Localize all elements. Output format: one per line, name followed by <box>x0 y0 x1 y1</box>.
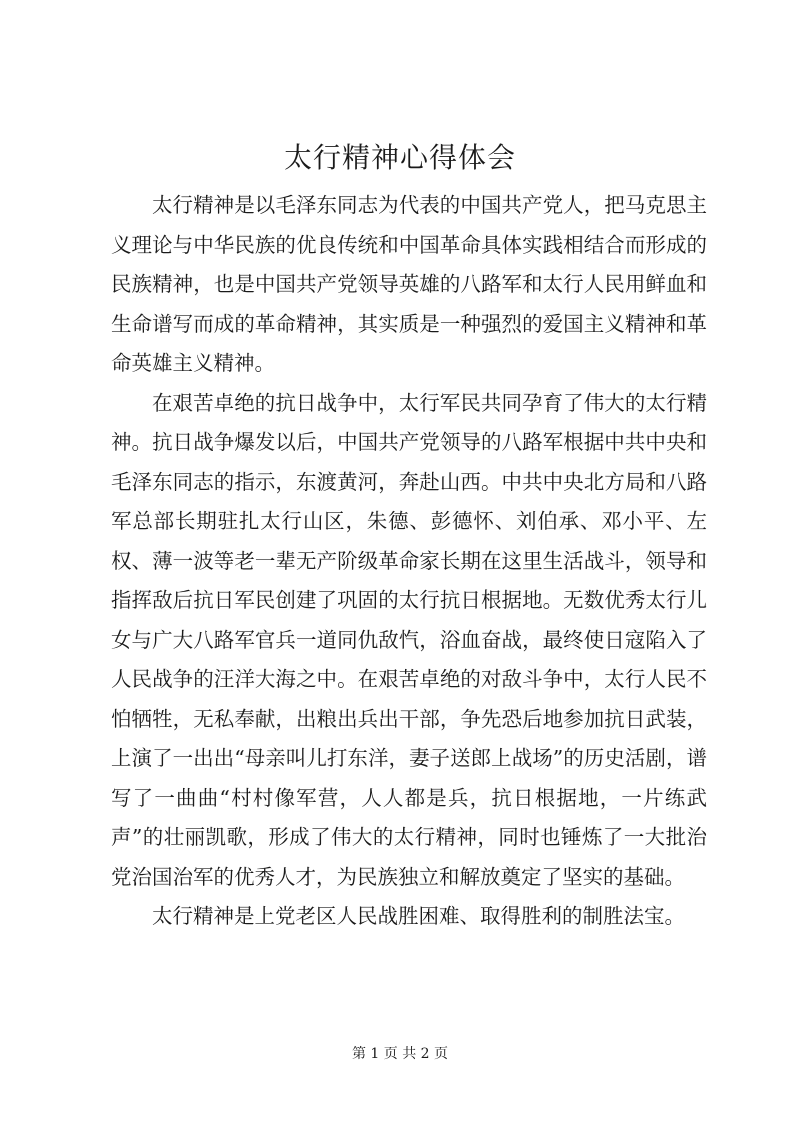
paragraph-1: 太行精神是以毛泽东同志为代表的中国共产党人，把马克思主义理论与中华民族的优良传统和中国革命具体实践相结合而形成的民族精神，也是中国共产党领导英雄的八路军和太行人民用鲜血和生命谱写而成的革命精神，其实质是一种强烈的爱国主义精神和革命英雄主义精神。 <box>111 193 707 375</box>
paragraph-2: 在艰苦卓绝的抗日战争中，太行军民共同孕育了伟大的太行精神。抗日战争爆发以后，中国共产党领导的八路军根据中共中央和毛泽东同志的指示，东渡黄河，奔赴山西。中共中央北方局和八路军总部长期驻扎太行山区，朱德、彭德怀、刘伯承、邓小平、左权、薄一波等老一辈无产阶级革命家长期在这里生活战斗，领导和指挥敌后抗日军民创建了巩固的太行抗日根据地。无数优秀太行儿女与广大八路军官兵一道同仇敌忾，浴血奋战，最终使日寇陷入了人民战争的汪洋大海之中。在艰苦卓绝的对敌斗争中，太行人民不怕牺牲，无私奉献，出粮出兵出干部，争先恐后地参加抗日武装，上演了一出出“母亲叫儿打东洋，妻子送郎上战场”的历史活剧，谱写了一曲曲“村村像军营，人人都是兵，抗日根据地，一片练武声”的壮丽凯歌，形成了伟大的太行精神，同时也锤炼了一大批治党治国治军的优秀人才，为民族独立和解放奠定了坚实的基础。 <box>111 390 707 889</box>
page-footer: 第 1 页 共 2 页 <box>351 1046 449 1062</box>
paragraph-3: 太行精神是上党老区人民战胜困难、取得胜利的制胜法宝。 <box>152 904 685 928</box>
document-title: 太行精神心得体会 <box>283 141 516 174</box>
document-body <box>111 186 707 937</box>
